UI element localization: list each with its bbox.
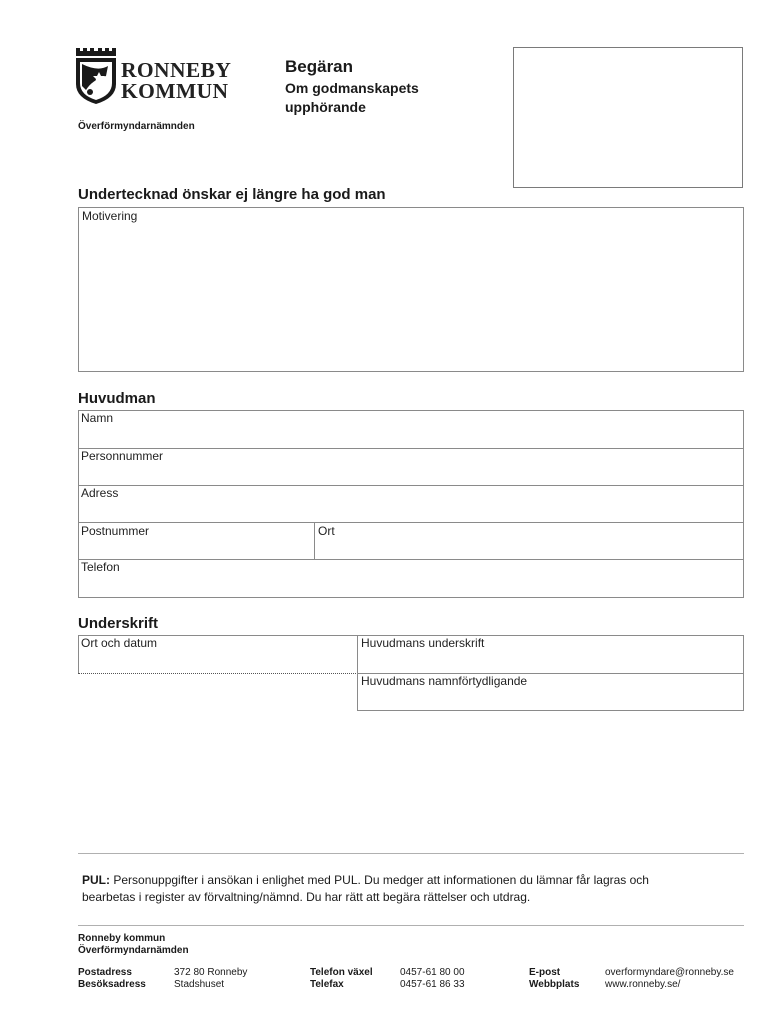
- pul-text-line1: Personuppgifter i ansökan i enlighet med PUL. Du medger att informationen du lämnar får lagras och: [113, 873, 649, 887]
- footer-phone-label: Telefon växel: [310, 967, 373, 978]
- motivation-field[interactable]: [78, 207, 744, 372]
- footer-web-link[interactable]: www.ronneby.se/: [605, 979, 681, 990]
- department-name: Överförmyndarnämnden: [78, 121, 195, 132]
- city-field[interactable]: [315, 523, 743, 559]
- signature-dotted-line: [78, 673, 358, 674]
- pul-notice: [82, 872, 732, 906]
- footer-phone-value: 0457-61 80 00: [400, 967, 465, 978]
- section-title-reason: Undertecknad önskar ej längre ha god man: [78, 186, 386, 203]
- name-label: Namn: [81, 411, 114, 425]
- signature-field[interactable]: [358, 636, 743, 673]
- coat-of-arms-icon: [72, 46, 120, 106]
- footer-org-name: Ronneby kommun: [78, 933, 166, 944]
- footer-fax-label: Telefax: [310, 979, 344, 990]
- phone-label: Telefon: [81, 560, 120, 574]
- name-clarification-label: Huvudmans namnförtydligande: [361, 674, 528, 688]
- place-date-label: Ort och datum: [81, 636, 158, 650]
- personal-number-field[interactable]: [79, 449, 743, 485]
- footer-visit-value: Stadshuset: [174, 979, 225, 990]
- section-title-principal: Huvudman: [78, 390, 156, 407]
- footer-fax-value: 0457-61 86 33: [400, 979, 465, 990]
- page-subtitle-line1: Om godmanskapets: [285, 80, 419, 96]
- divider: [78, 925, 744, 926]
- footer-postal-value: 372 80 Ronneby: [174, 967, 248, 978]
- pul-label: PUL:: [82, 873, 110, 887]
- receipt-stamp-box: [513, 47, 743, 188]
- footer-email-link[interactable]: overformyndare@ronneby.se: [605, 967, 734, 978]
- personal-number-label: Personnummer: [81, 449, 164, 463]
- city-label: Ort: [318, 524, 335, 538]
- footer-web-label: Webbplats: [529, 979, 580, 990]
- divider: [78, 853, 744, 854]
- name-clarification-field[interactable]: [358, 674, 743, 710]
- footer-postal-label: Postadress: [78, 967, 132, 978]
- motivation-label: Motivering: [82, 209, 138, 223]
- footer-visit-label: Besöksadress: [78, 979, 146, 990]
- section-title-signature: Underskrift: [78, 615, 159, 632]
- page-title: Begäran: [285, 57, 354, 76]
- pul-text-line2: bearbetas i register av förvaltning/nämnd. Du har rätt att begära rättelser och utdrag.: [82, 890, 531, 904]
- signature-label: Huvudmans underskrift: [361, 636, 485, 650]
- postal-code-label: Postnummer: [81, 524, 150, 538]
- address-field[interactable]: [79, 486, 743, 522]
- footer-email-label: E-post: [529, 967, 561, 978]
- place-date-field[interactable]: [79, 636, 356, 673]
- phone-field[interactable]: [79, 560, 743, 597]
- page-subtitle-line2: upphörande: [285, 99, 366, 115]
- logo-text-kommun: KOMMUN: [121, 79, 229, 103]
- postal-code-field[interactable]: [79, 523, 314, 559]
- address-label: Adress: [81, 486, 119, 500]
- logo-text-ronneby: RONNEBY: [121, 58, 232, 82]
- footer-org-department: Överförmyndarnämden: [78, 945, 189, 956]
- name-field[interactable]: [79, 411, 743, 448]
